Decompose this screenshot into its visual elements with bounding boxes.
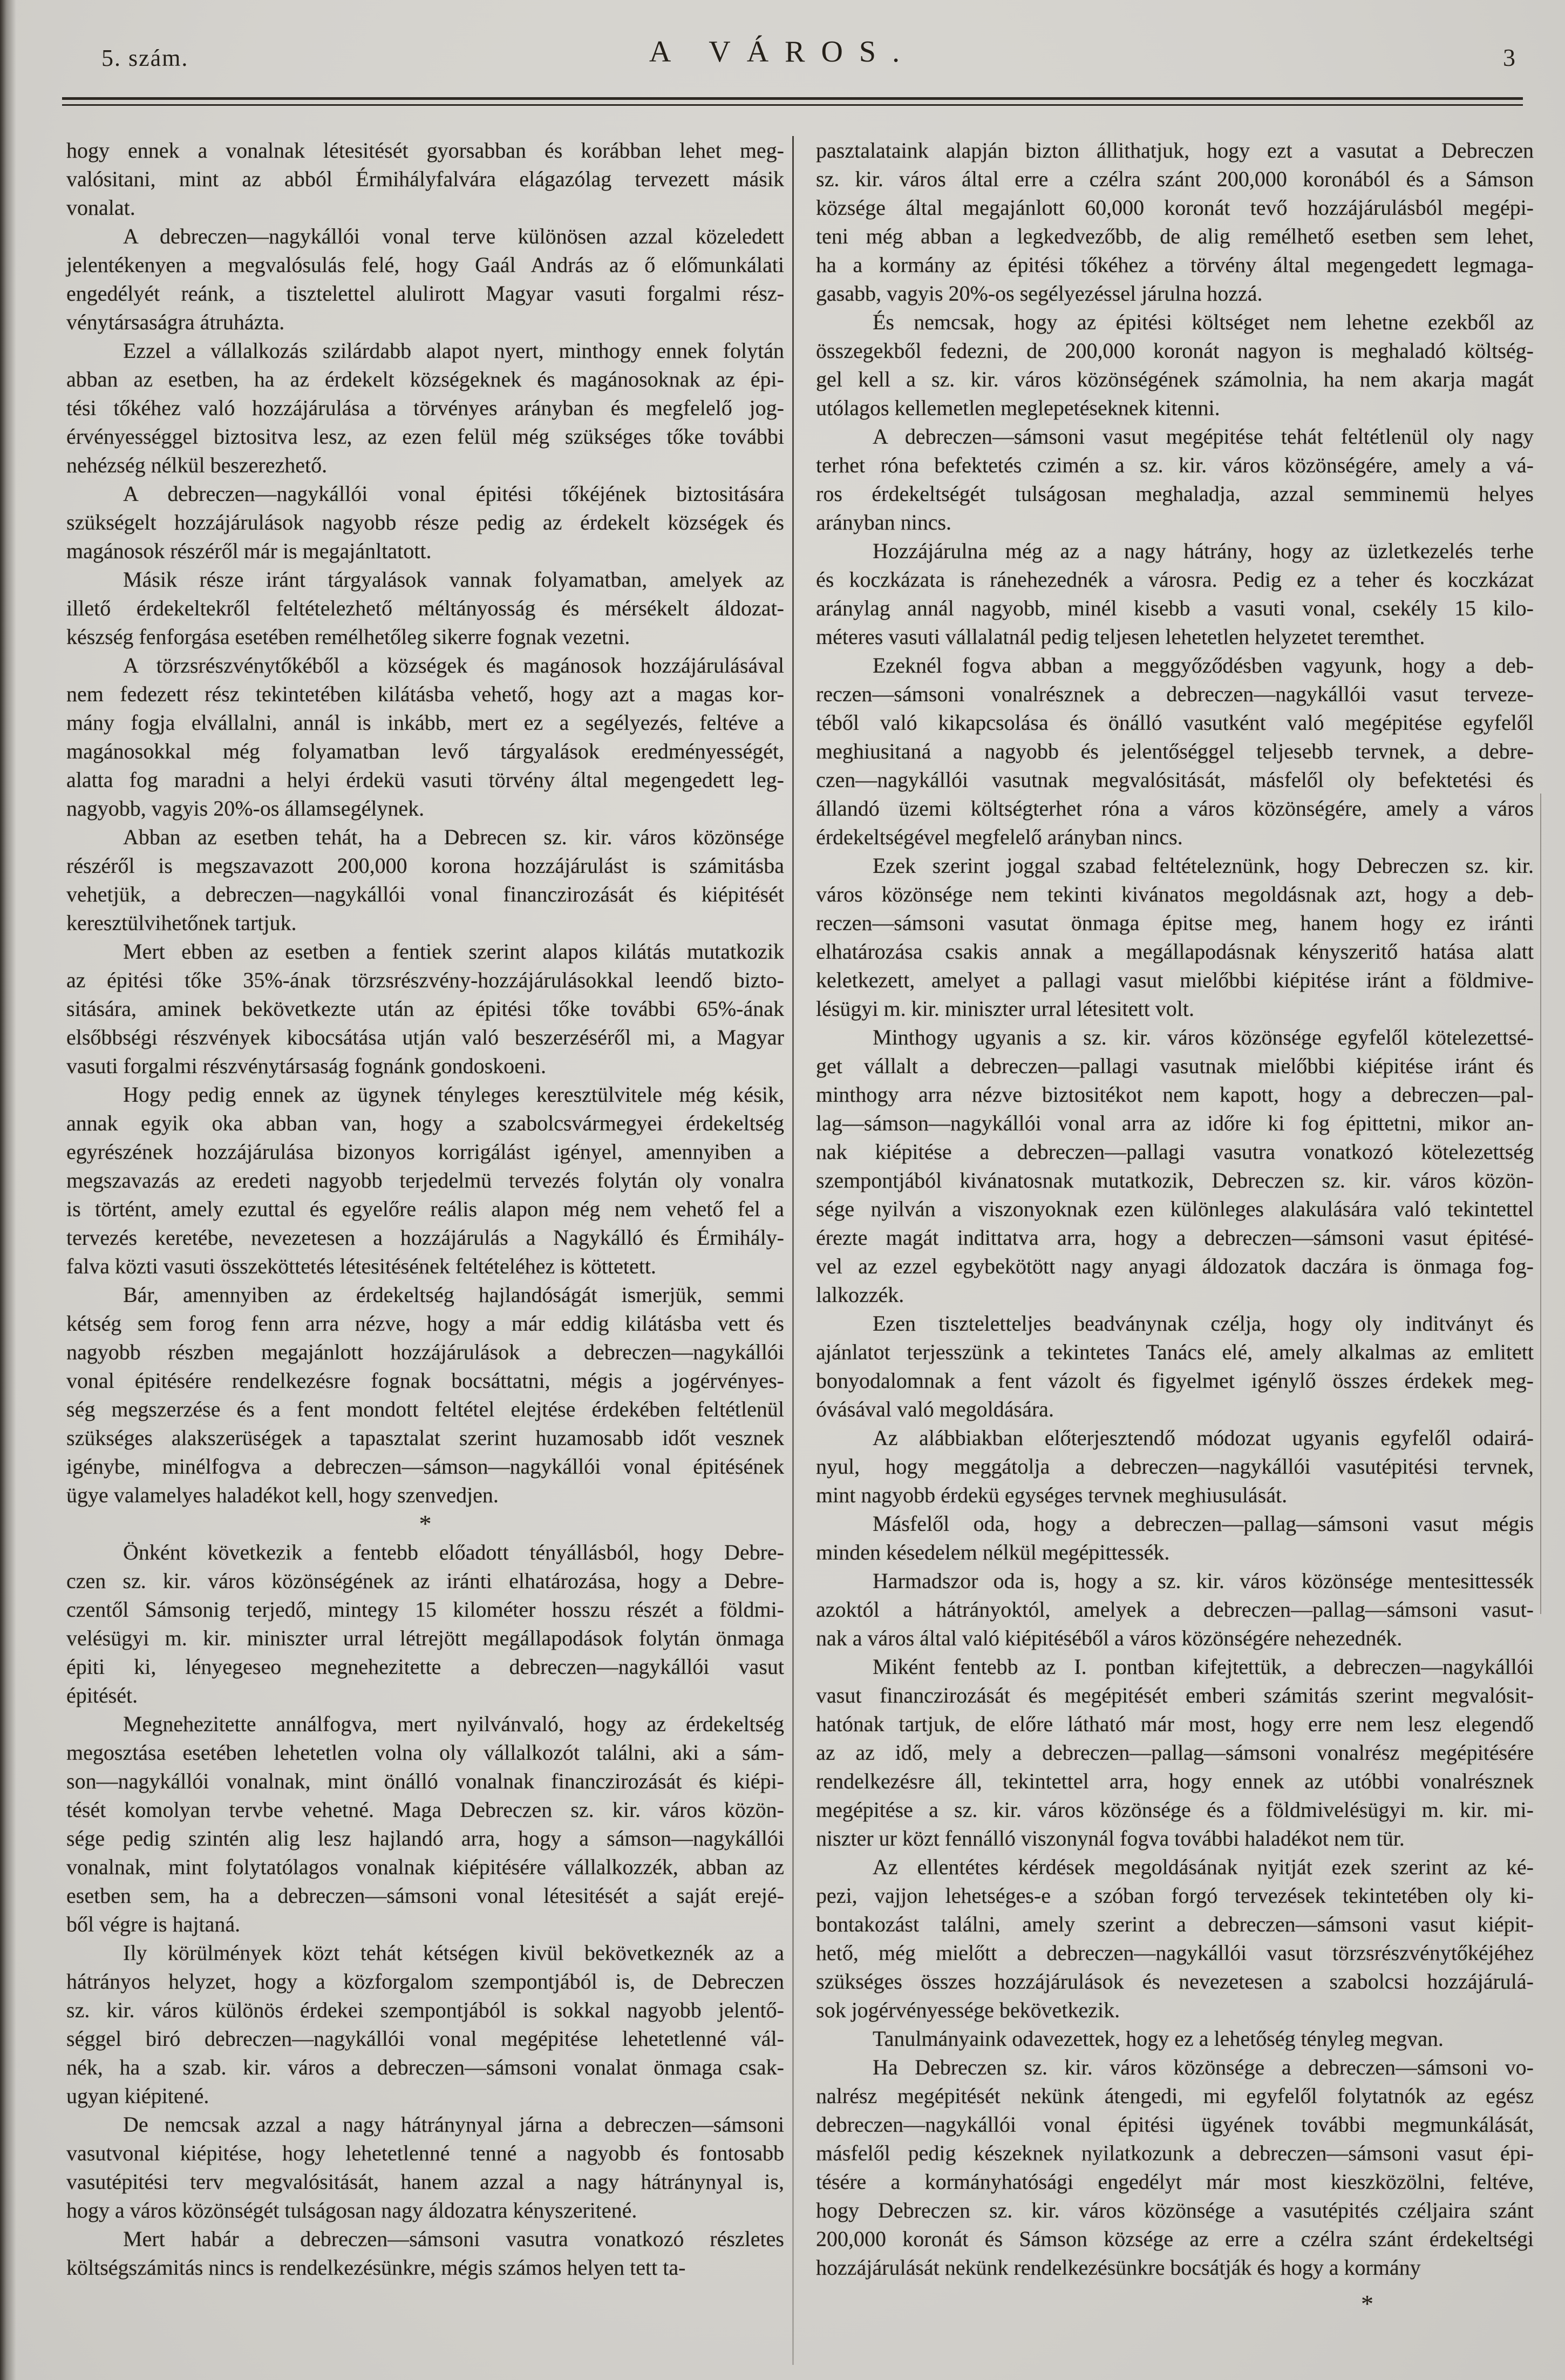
text-line: lag—sámson—nagykállói vonal arra az időre ki fog épittetni, mikor an- [816,1111,1534,1135]
text-line: ugyan kiépitené. [66,2084,209,2108]
text-line: és koczkázata is ránehezednék a városra. Pedig ez a teher és koczkázat [816,567,1534,592]
text-line: valósitani, mint az abból Érmihályfalvára elágazólag tervezett másik [66,167,784,191]
text-line: vasut financzirozását és megépitését emberi számitás szerint megvalósit- [816,1683,1534,1707]
text-line: hogy a város közönségét tulságosan nagy áldozatra kényszeritené. [66,2198,637,2222]
text-line: Megnehezitette annálfogva, mert nyilvánvaló, hogy az érdekeltség [123,1712,784,1736]
text-line: szükséges alakszerüségek a tapasztalat szerint huzamosabb időt vesznek [66,1426,784,1450]
text-line: nék, ha a szab. kir. város a debreczen—sámsoni vonalat önmaga csak- [66,2055,784,2079]
text-line: nagyobb, vagyis 20%-os államsegélynek. [66,796,425,821]
text-line: mint nagyobb érdekü egységes tervnek meghiusulását. [816,1483,1288,1507]
text-line: azoktól a hátrányoktól, amelyek a debreczen—pallag—sámsoni vasut- [816,1597,1534,1622]
text-line: kétség sem forog fenn arra nézve, hogy a már eddig kilátásba vett és [66,1311,784,1335]
text-line: És nemcsak, hogy az épitési költséget nem lehetne ezekből az [873,310,1534,334]
text-line: megosztása esetében lehetetlen volna oly vállalkozót találni, aki a sám- [66,1740,784,1765]
text-line: érvényességgel biztositva lesz, az ezen felül még szükséges tőke további [66,424,784,449]
text-line: Tanulmányaink odavezettek, hogy ez a lehetőség tényleg megvan. [873,2026,1444,2051]
paragraph [66,565,784,651]
text-line: ügye valamelyes haladékot kell, hogy szenvedjen. [66,1483,499,1507]
text-line: czen—nagykállói vasutnak megvalósitását, másfelől oly befektetési és [816,768,1534,792]
text-line: érezte magát indittatva arra, hogy a debreczen—sámsoni vasut épitésé- [816,1225,1534,1250]
text-line: A debreczen—nagykállói vonal terve különösen azzal közeledett [123,224,784,248]
paragraph [66,823,784,937]
text-line: épiti ki, lényegeseo megnehezitette a debreczen—nagykállói vasut [66,1655,784,1679]
text-line: összegekből fedezni, de 200,000 koronát nagyon is meghaladó költség- [816,338,1534,363]
text-line: téből való kikapcsolása és önálló vasutként való megépitése egyfelől [816,710,1534,735]
left-column [66,136,784,2282]
text-line: ség megszerzése és a fent mondott feltétel elejtése érdekében feltétlenül [66,1397,784,1421]
text-line: A debreczen—nagykállói vonal épitési tőkéjének biztositására [123,482,784,506]
paragraph [66,1710,784,1938]
paragraph [816,1509,1534,1567]
text-line: Hozzájárulna még az a nagy hátrány, hogy az üzletkezelés terhe [873,539,1534,563]
text-line: vehetjük, a debreczen—nagykállói vonal financzirozását és kiépitését [66,882,784,906]
text-line: Harmadszor oda is, hogy a sz. kir. város közönsége mentesittessék [873,1569,1534,1593]
paragraph [66,1080,784,1280]
text-line: készség fenforgása esetében remélhetőleg sikerre fognak vezetni. [66,625,630,649]
text-line: arányban nincs. [816,510,952,534]
text-line: minden késedelem nélkül megépittessék. [816,1540,1170,1564]
text-line: megépitése a sz. kir. város közönsége és a földmivelésügyi m. kir. mi- [816,1798,1534,1822]
text-line: méteres vasuti vállalatnál pedig teljesen lehetetlen helyzetet teremthet. [816,625,1425,649]
text-line: községe által megajánlott 60,000 koronát tevő hozzájárulásból megépi- [816,195,1534,220]
paragraph [816,2024,1534,2053]
column-divider [792,136,794,2365]
text-line: óvásával való megoldására. [816,1397,1054,1421]
text-line: A debreczen—sámsoni vasut megépitése tehát feltétlenül oly nagy [873,424,1534,449]
text-line: get vállalt a debreczen—pallagi vasutnak mielőbbi kiépitése iránt és [816,1054,1534,1078]
text-line: Miként fentebb az I. pontban kifejtettük, a debreczen—nagykállói [873,1655,1534,1679]
text-line: érdekeltségével megfelelő arányban nincs. [816,825,1183,849]
paragraph [66,1280,784,1509]
text-line: egyrészének hozzájárulása bizonyos korrigálást igényel, amennyiben a [66,1140,784,1164]
paragraph [816,422,1534,537]
text-line: sz. kir. város által erre a czélra szánt 200,000 koronából és a Sámson [816,167,1534,191]
text-line: hátrányos helyzet, hogy a közforgalom szempontjából is, de Debreczen [66,1969,784,1993]
text-line: vasutépitési terv megvalósitását, hanem azzal a nagy hátránynyal is, [66,2169,784,2194]
text-line: nyul, hogy meggátolja a debreczen—nagykállói vasutépitési tervnek, [816,1454,1534,1479]
text-line: czen sz. kir. város közönségének az iránti elhatározása, hogy a Debre- [66,1569,784,1593]
text-line: elsőbbségi részvények kibocsátása utján való beszerzéséről mi, a Magyar [66,1025,784,1049]
masthead-title: A VÁROS. [649,35,916,69]
text-line: Ezzel a vállalkozás szilárdabb alapot nyert, minthogy ennek folytán [123,338,784,363]
text-line: szükségelt hozzájárulások nagyobb része pedig az érdekelt községek és [66,510,784,534]
text-line: magánosok részéről már is megajánltatott. [66,539,432,563]
text-line: jelentékenyen a megvalósulás felé, hogy Gaál András az ő előmunkálati [66,253,784,277]
text-line: hatónak tartjuk, de előre látható már most, hogy erre nem lesz elegendő [816,1712,1534,1736]
text-line: lésügyi m. kir. miniszter urral létesitett volt. [816,996,1194,1021]
text-line: son—nagykállói vonalnak, mint önálló vonalnak financzirozását és kiépi- [66,1769,784,1793]
text-line: sége pedig szintén alig lesz hajlandó arra, hogy a sámson—nagykállói [66,1826,784,1850]
text-line: vel az ezzel egybekötött nagy anyagi áldozatok daczára is önmaga fog- [816,1254,1534,1278]
text-line: vonalat. [66,195,135,220]
text-line: hető, még mielőtt a debreczen—nagykállói vasut törzsrészvénytőkéjéhez [816,1941,1534,1965]
text-line: szükséges összes hozzájárulások és nevezetesen a szabolcsi hozzájárulá- [816,1969,1534,1993]
text-line: keresztülvihetőnek tartjuk. [66,911,297,935]
text-line: vonalnak, mint folytatólagos vonalnak kiépitésére vállalkozzék, abban az [66,1855,784,1879]
text-line: engedélyét reánk, a tisztelettel alulirott Magyar vasuti forgalmi rész- [66,281,784,306]
text-line: Ezeknél fogva abban a meggyőződésben vagyunk, hogy a deb- [873,653,1534,677]
paragraph [816,1023,1534,1309]
text-line: pasztalataink alapján bizton állithatjuk, hogy ezt a vasutat a Debreczen [816,138,1534,162]
text-line: bontakozást találni, amely szerint a debreczen—sámsoni vasut kiépit- [816,1912,1534,1936]
paragraph [66,1538,784,1710]
text-line: terhet róna befektetés czimén a sz. kir. város közönségére, amely a vá- [816,453,1534,477]
text-line: reczen—sámsoni vasutat önmaga épitse meg, hanem hogy ez iránti [816,911,1534,935]
text-line: niszter ur közt fennálló viszonynál fogva további haladékot nem tür. [816,1826,1405,1850]
paragraph [66,336,784,479]
text-line: reczen—sámsoni vonalrésznek a debreczen—nagykállói vasut terveze- [816,682,1534,706]
paragraph [816,2053,1534,2282]
text-line: Önként következik a fentebb előadott tényállásból, hogy Debre- [123,1540,784,1564]
text-line: hogy Debreczen sz. kir. város közönsége a vasutépités czéljaira szánt [816,2198,1534,2222]
text-line: annak egyik oka abban van, hogy a szabolcsvármegyei érdekeltség [66,1111,784,1135]
text-line: meghiusitaná a nagyobb és jelentőséggel teljesebb tervnek, a debre- [816,739,1534,763]
text-line: lalkozzék. [816,1283,904,1307]
text-line: esetben sem, ha a debreczen—sámsoni vonal létesitését a saját erejé- [66,1883,784,1908]
issue-number: 5. szám. [101,45,189,71]
text-line: aránylag annál nagyobb, minél kisebb a vasuti vonal, csekély 15 kilo- [816,596,1534,620]
text-line: tési tőkéhez való hozzájárulása a törvényes arányban és megfelelő jog- [66,396,784,420]
text-line: abban az esetben, ha az érdekelt községeknek és magánosoknak az épi- [66,367,784,391]
right-column [816,136,1534,2318]
text-line: ha a kormány az épitési tőkéhez a törvény által megengedett legmaga- [816,253,1534,277]
paragraph [816,537,1534,651]
text-line: nagyobb részben megajánlott hozzájárulások a debreczen—nagykállói [66,1340,784,1364]
text-line: sitására, aminek bekövetkezte után az épitési tőke további 65%-ának [66,996,784,1021]
page-edge-shadow [0,0,16,2380]
text-line: 200,000 koronát és Sámson községe az erre a czélra szánt érdekeltségi [816,2227,1534,2251]
text-line: Hogy pedig ennek az ügynek tényleges keresztülvitele még késik, [123,1082,784,1107]
text-line: debreczen—nagykállói vonal épitési ügyének további megmunkálását, [816,2112,1534,2137]
text-line: rendelkezésre áll, tekintettel arra, hogy ennek az utóbbi vonalrésznek [816,1769,1534,1793]
text-line: séggel biró debreczen—nagykállói vonal megépitése lehetetlenné vál- [66,2026,784,2051]
text-line: bonyodalomnak a fent vázolt és figyelmet igénylő összes érdekek meg- [816,1368,1534,1393]
text-line: utólagos kellemetlen meglepetéseknek kitenni. [816,396,1220,420]
paragraph [66,222,784,336]
text-line: Másfelől oda, hogy a debreczen—pallag—sámsoni vasut mégis [873,1511,1534,1536]
text-line: tervezés keretébe, nevezetesen a hozzájárulás a Nagykálló és Érmihály- [66,1225,784,1250]
paragraph [816,1652,1534,1853]
paragraph [816,136,1534,308]
text-line: épitését. [66,1683,138,1707]
text-line: tésére a kormányhatósági engedélyt már most kieszközölni, feltéve, [816,2169,1534,2194]
paragraph [66,479,784,565]
text-line: Ily körülmények közt tehát kétségen kivül bekövetkeznék az a [123,1941,784,1965]
paragraph [816,1423,1534,1509]
paragraph [66,2225,784,2282]
text-line: alatta fog maradni a helyi érdekü vasuti törvény által megengedett leg- [66,768,784,792]
text-line: Mert ebben az esetben a fentiek szerint alapos kilátás mutatkozik [123,939,784,964]
text-line: Abban az esetben tehát, ha a Debrecen sz. kir. város közönsége [123,825,784,849]
text-line: Az alábbiakban előterjesztendő módozat ugyanis egyfelől odairá- [873,1426,1534,1450]
text-line: falva közti vasuti összeköttetés létesitésének feltételéhez is köttetett. [66,1254,656,1278]
text-line: elhatározása csakis annak a megállapodásnak kényszeritő hatása alatt [816,939,1534,964]
text-line: gasabb, vagyis 20%-os segélyezéssel járulna hozzá. [816,281,1263,306]
paragraph [66,2110,784,2225]
text-line: Ezek szerint joggal szabad feltételeznünk, hogy Debreczen sz. kir. [873,853,1534,878]
text-line: nak a város által való kiépitéséből a város közönségére nehezednék. [816,1626,1403,1650]
text-line: gel kell a sz. kir. város közönségének számolnia, ha nem akarja magát [816,367,1534,391]
text-line: magánosokkal még folyamatban levő tárgyalások eredményességét, [66,739,784,763]
text-line: velésügyi m. kir. miniszter urral létrejött megállapodások folytán önmaga [66,1626,784,1650]
text-line: minthogy arra nézve biztositékot nem kapott, hogy a debreczen—pal- [816,1082,1534,1107]
scan-artifact-line [1540,794,1541,1614]
text-line: teni még abban a legkedvezőbb, de alig remélhető esetben sem lehet, [816,224,1534,248]
text-line: is történt, amely ezuttal és egyelőre reális alapon még nem vehető fel a [66,1197,784,1221]
text-line: tését komolyan tervbe vehetné. Maga Debreczen sz. kir. város közön- [66,1798,784,1822]
section-separator-star: * [419,1510,432,1537]
text-line: költségszámitás nincs is rendelkezésünkre, mégis számos helyen tett ta- [66,2255,686,2280]
page-number: 3 [1503,44,1515,71]
text-line: sz. kir. város különös érdekei szempontjából is sokkal nagyobb jelentő- [66,1998,784,2022]
text-line: sége nyilván a viszonyoknak ezen különleges alakulására való tekintettel [816,1197,1534,1221]
text-line: vasuti forgalmi részvénytársaság fognánk gondoskoeni. [66,1054,547,1078]
paragraph [66,937,784,1080]
text-line: Másik része iránt tárgyalások vannak folyamatban, amelyek az [123,567,784,592]
text-line: sok jogérvényessége bekövetkezik. [816,1998,1120,2022]
paragraph [816,1567,1534,1652]
paragraph [66,1938,784,2110]
text-line: igénybe, minélfogva a debreczen—sámson—nagykállói vonal épitésének [66,1454,784,1479]
text-line: másfelől pedig készeknek nyilatkozunk a debreczen—sámsoni vasut épi- [816,2141,1534,2165]
section-separator-star: * [1361,2290,1373,2317]
text-line: A törzsrészvénytőkéből a községek és magánosok hozzájárulásával [123,653,784,677]
text-line: czentől Sámsonig terjedő, mintegy 15 kilométer hosszu részét a földmi- [66,1597,784,1622]
paragraph [66,651,784,823]
text-line: vasutvonal kiépitése, hogy lehetetlenné tenné a nagyobb és fontosabb [66,2141,784,2165]
text-line: vonal épitésére rendelkezésre fognak bocsáttatni, mégis a jogérvényes- [66,1368,784,1393]
text-line: nak kiépitése a debreczen—pallagi vasutra vonatkozó kötelezettség [816,1140,1534,1164]
text-line: részéről is megszavazott 200,000 korona hozzájárulást is számitásba [66,853,784,878]
text-line: pezi, vajjon lehetséges-e a szóban forgó tervezések tekintetében oly ki- [816,1883,1534,1908]
text-line: ajánlatot terjesszünk a tekintetes Tanács elé, amely alkalmas az emlitett [816,1340,1534,1364]
header-rule [62,97,1523,106]
text-line: nalrész megépitését nekünk átengedi, mi egyfelől folytatnók az egész [816,2084,1534,2108]
text-line: Ha Debreczen sz. kir. város közönsége a debreczen—sámsoni vo- [873,2055,1534,2079]
text-line: hozzájárulását nekünk rendelkezésünkre bocsátják és hogy a kormány [816,2255,1421,2280]
paragraph [816,1853,1534,2024]
paragraph [816,651,1534,851]
text-line: keletkezett, amelyet a pallagi vasut mielőbbi kiépitése iránt a földmive- [816,968,1534,992]
text-line: nehézség nélkül beszerezhető. [66,453,328,477]
text-line: Az ellentétes kérdések megoldásának nyitját ezek szerint az ké- [873,1855,1534,1879]
text-line: Bár, amennyiben az érdekeltség hajlandóságát ismerjük, semmi [123,1283,784,1307]
text-line: ros érdekeltségét tulságosan meghaladja, azzal semminemü helyes [816,482,1534,506]
text-line: állandó üzemi költségterhet róna a város közönségére, amely a város [816,796,1534,821]
text-line: illető érdekeltekről feltételezhető méltányosság és mérsékelt áldozat- [66,596,784,620]
text-line: az az idő, mely a debreczen—pallag—sámsoni vonalrész megépitésére [816,1740,1534,1765]
paragraph [66,136,784,222]
text-line: Mert habár a debreczen—sámsoni vasutra vonatkozó részletes [123,2227,784,2251]
text-line: nem fedezett rész tekintetében kilátásba vehető, hogy azt a magas kor- [66,682,784,706]
text-line: vénytársaságra átruházta. [66,310,285,334]
text-line: mány fogja elvállalni, annál is inkább, mert ez a segélyezés, feltéve a [66,710,784,735]
text-line: hogy ennek a vonalnak létesitését gyorsabban és korábban lehet meg- [66,138,784,162]
text-line: város közönsége nem tekinti kivánatos megoldásnak azt, hogy a deb- [816,882,1534,906]
paragraph [816,308,1534,422]
text-line: ből végre is hajtaná. [66,1912,241,1936]
paragraph [816,1309,1534,1423]
text-line: az épitési tőke 35%-ának törzsrészvény-hozzájárulásokkal leendő bizto- [66,968,784,992]
text-line: megszavazás az eredeti nagyobb terjedelmü tervezés folytán oly vonalra [66,1168,784,1192]
text-line: Minthogy ugyanis a sz. kir. város közönsége egyfelől kötelezettsé- [873,1025,1534,1049]
text-line: szempontjából kivánatosnak mutatkozik, Debreczen sz. kir. város közön- [816,1168,1534,1192]
text-line: Ezen tiszteletteljes beadványnak czélja, hogy oly inditványt és [873,1311,1534,1335]
text-line: De nemcsak azzal a nagy hátránynyal járna a debreczen—sámsoni [123,2112,784,2137]
paragraph [816,851,1534,1023]
